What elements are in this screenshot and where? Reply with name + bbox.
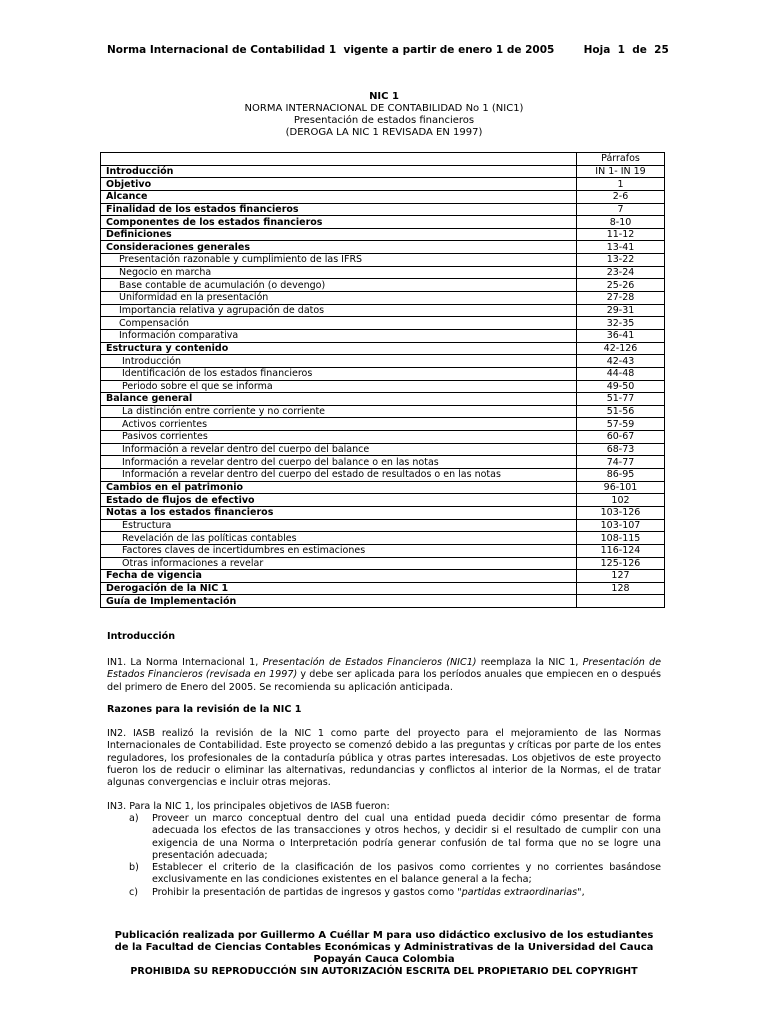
toc-paragraph-range: 13-41 [577,241,665,254]
footer-line-4: PROHIBIDA SU REPRODUCCIÓN SIN AUTORIZACIÓN ESCRITA DEL PROPIETARIO DEL COPYRIGHT [130,966,638,977]
list-item-text: Proveer un marco conceptual dentro del cual una entidad pueda decidir cómo presentar de forma adecuada los efectos de las transacciones y otros hechos, y decidir si el resultado de cumplir con una exigencia de una Norma o Interpretación podría generar confusión de tal forma que no se logre una presentación adecuada; [152,813,661,861]
paragraph-in2: IN2. IASB realizó la revisión de la NIC 1 como parte del proyecto para el mejoramiento de las Normas Internacionales de Contabilidad. Este proyecto se comenzó debido a las preguntas y críticas por parte de los entes reguladores, los profesionales de la contaduría pública y otras partes interesadas. Los objetivos de este proyecto fueron los de reducir o eliminar las alternativas, redundancias y conflictos al interior de la Normas, el de tratar algunas convergencias e incluir otras mejoras. [107,728,661,789]
toc-section-title: Fecha de vigencia [101,570,577,583]
toc-paragraph-range: 44-48 [577,367,665,380]
toc-section-title: Objetivo [101,178,577,191]
list-item-label: c) [129,886,139,898]
toc-paragraph-range: 25-26 [577,279,665,292]
table-row [101,190,665,203]
toc-paragraph-range: 49-50 [577,380,665,393]
toc-paragraph-range: 86-95 [577,469,665,482]
table-row [101,443,665,456]
toc-section-title: Introducción [101,355,577,368]
footer-line-2: de la Facultad de Ciencias Contables Económicas y Administrativas de la Universidad del Cauca [114,942,654,953]
table-row [101,216,665,229]
in1-text-a: IN1. La Norma Internacional 1, [107,657,263,668]
table-row [101,557,665,570]
toc-paragraph-range: 2-6 [577,190,665,203]
list-item [107,862,661,887]
table-row [101,481,665,494]
toc-section-title: Estructura y contenido [101,342,577,355]
table-row [101,241,665,254]
in1-text-d: Presentación de Estados Financieros (revisada en 1997) [107,657,662,681]
list-item-text-a: Prohibir la presentación de partidas de ingresos y gastos como " [152,886,462,898]
list-item-text: Establecer el criterio de la clasificación de los pasivos como corrientes y no corrientes basándose exclusivamente en las condiciones existentes en el balance general a la fecha; [152,862,661,886]
toc-section-title: Consideraciones generales [101,241,577,254]
toc-section-title: Negocio en marcha [101,266,577,279]
toc-paragraph-range: 60-67 [577,431,665,444]
toc-paragraph-range: 27-28 [577,292,665,305]
table-row [101,279,665,292]
header-page-number: Hoja 1 de 25 [583,44,669,56]
toc-paragraph-range: 51-77 [577,393,665,406]
footer-line-3: Popayán Cauca Colombia [313,954,455,965]
table-row [101,570,665,583]
paragraph-in3: IN3. Para la NIC 1, los principales objetivos de IASB fueron: [107,801,390,812]
list-item [107,887,661,899]
header-title: Norma Internacional de Contabilidad 1 vigente a partir de enero 1 de 2005 [107,44,555,56]
toc-section-title: Información comparativa [101,329,577,342]
list-item [107,813,661,862]
toc-section-title: Uniformidad en la presentación [101,292,577,305]
toc-column-header: Párrafos [577,153,665,166]
page-footer [0,930,768,978]
toc-header-blank [101,153,577,166]
toc-paragraph-range: 103-126 [577,506,665,519]
toc-paragraph-range: 51-56 [577,405,665,418]
table-row [101,254,665,267]
title-line-2: NORMA INTERNACIONAL DE CONTABILIDAD No 1 (NIC1) [244,103,524,114]
table-row [101,393,665,406]
toc-paragraph-range: 68-73 [577,443,665,456]
table-row [101,342,665,355]
toc-paragraph-range: 128 [577,582,665,595]
toc-paragraph-range [577,595,665,608]
title-line-3: Presentación de estados financieros [293,115,475,126]
table-row [101,418,665,431]
toc-paragraph-range: 108-115 [577,532,665,545]
toc-paragraph-range: 103-107 [577,519,665,532]
toc-section-title: Componentes de los estados financieros [101,216,577,229]
table-row [101,506,665,519]
table-row [101,431,665,444]
toc-paragraph-range: 57-59 [577,418,665,431]
toc-section-title: Guía de Implementación [101,595,577,608]
toc-section-title: La distinción entre corriente y no corriente [101,405,577,418]
toc-section-title: Otras informaciones a revelar [101,557,577,570]
table-row [101,582,665,595]
toc-section-title: Cambios en el patrimonio [101,481,577,494]
toc-section-title: Información a revelar dentro del cuerpo del balance [101,443,577,456]
table-row [101,469,665,482]
table-row [101,456,665,469]
table-row [101,178,665,191]
toc-paragraph-range: IN 1- IN 19 [577,165,665,178]
table-row [101,266,665,279]
toc-section-title: Identificación de los estados financieros [101,367,577,380]
toc-paragraph-range: 7 [577,203,665,216]
toc-section-title: Periodo sobre el que se informa [101,380,577,393]
footer-line-1: Publicación realizada por Guillermo A Cuéllar M para uso didáctico exclusivo de los estudiantes [114,930,654,941]
paragraph-in1 [107,657,661,694]
table-row [101,317,665,330]
toc-paragraph-range: 36-41 [577,329,665,342]
table-row [101,380,665,393]
table-row [101,203,665,216]
table-row [101,292,665,305]
toc-paragraph-range: 32-35 [577,317,665,330]
in1-text-e: y debe ser aplicada para los períodos anuales que empiecen en o después del primero de Enero del 2005. Se recomienda su aplicación anticipada. [107,669,661,693]
toc-section-title: Notas a los estados financieros [101,506,577,519]
list-item-text-b: partidas extraordinarias [461,886,578,898]
objectives-list [107,813,661,899]
table-row [101,367,665,380]
toc-paragraph-range: 8-10 [577,216,665,229]
toc-section-title: Información a revelar dentro del cuerpo del estado de resultados o en las notas [101,469,577,482]
toc-paragraph-range: 116-124 [577,544,665,557]
toc-paragraph-range: 29-31 [577,304,665,317]
toc-paragraph-range: 74-77 [577,456,665,469]
title-line-1: NIC 1 [369,91,399,102]
toc-section-title: Información a revelar dentro del cuerpo del balance o en las notas [101,456,577,469]
table-of-contents [100,152,665,608]
table-row [101,355,665,368]
toc-paragraph-range: 102 [577,494,665,507]
toc-paragraph-range: 42-43 [577,355,665,368]
toc-paragraph-range: 42-126 [577,342,665,355]
toc-section-title: Estado de flujos de efectivo [101,494,577,507]
toc-section-title: Base contable de acumulación (o devengo) [101,279,577,292]
toc-section-title: Importancia relativa y agrupación de datos [101,304,577,317]
table-row [101,544,665,557]
table-row [101,329,665,342]
toc-section-title: Balance general [101,393,577,406]
toc-section-title: Pasivos corrientes [101,431,577,444]
table-row [101,165,665,178]
intro-heading: Introducción [107,631,176,642]
document-title [0,91,768,139]
toc-paragraph-range: 23-24 [577,266,665,279]
in1-text-b: Presentación de Estados Financieros (NIC1) [262,657,477,668]
table-row [101,519,665,532]
toc-section-title: Presentación razonable y cumplimiento de las IFRS [101,254,577,267]
table-row [101,532,665,545]
toc-paragraph-range: 125-126 [577,557,665,570]
toc-section-title: Introducción [101,165,577,178]
list-item-text-c: ", [577,886,585,898]
toc-section-title: Revelación de las políticas contables [101,532,577,545]
table-row [101,595,665,608]
toc-section-title: Finalidad de los estados financieros [101,203,577,216]
toc-paragraph-range: 13-22 [577,254,665,267]
table-row [101,228,665,241]
table-row [101,405,665,418]
reasons-heading: Razones para la revisión de la NIC 1 [107,704,302,715]
toc-paragraph-range: 11-12 [577,228,665,241]
list-item-label: b) [129,862,139,874]
toc-paragraph-range: 96-101 [577,481,665,494]
title-line-4: (DEROGA LA NIC 1 REVISADA EN 1997) [285,127,483,138]
toc-section-title: Compensación [101,317,577,330]
toc-section-title: Factores claves de incertidumbres en estimaciones [101,544,577,557]
page-header [107,44,669,56]
table-row [101,494,665,507]
toc-section-title: Activos corrientes [101,418,577,431]
toc-paragraph-range: 127 [577,570,665,583]
in1-text-c: reemplaza la NIC 1, [476,657,583,668]
toc-section-title: Definiciones [101,228,577,241]
toc-paragraph-range: 1 [577,178,665,191]
toc-section-title: Alcance [101,190,577,203]
toc-section-title: Estructura [101,519,577,532]
table-row [101,304,665,317]
toc-section-title: Derogación de la NIC 1 [101,582,577,595]
list-item-label: a) [129,813,139,824]
toc-header-row [101,153,665,166]
